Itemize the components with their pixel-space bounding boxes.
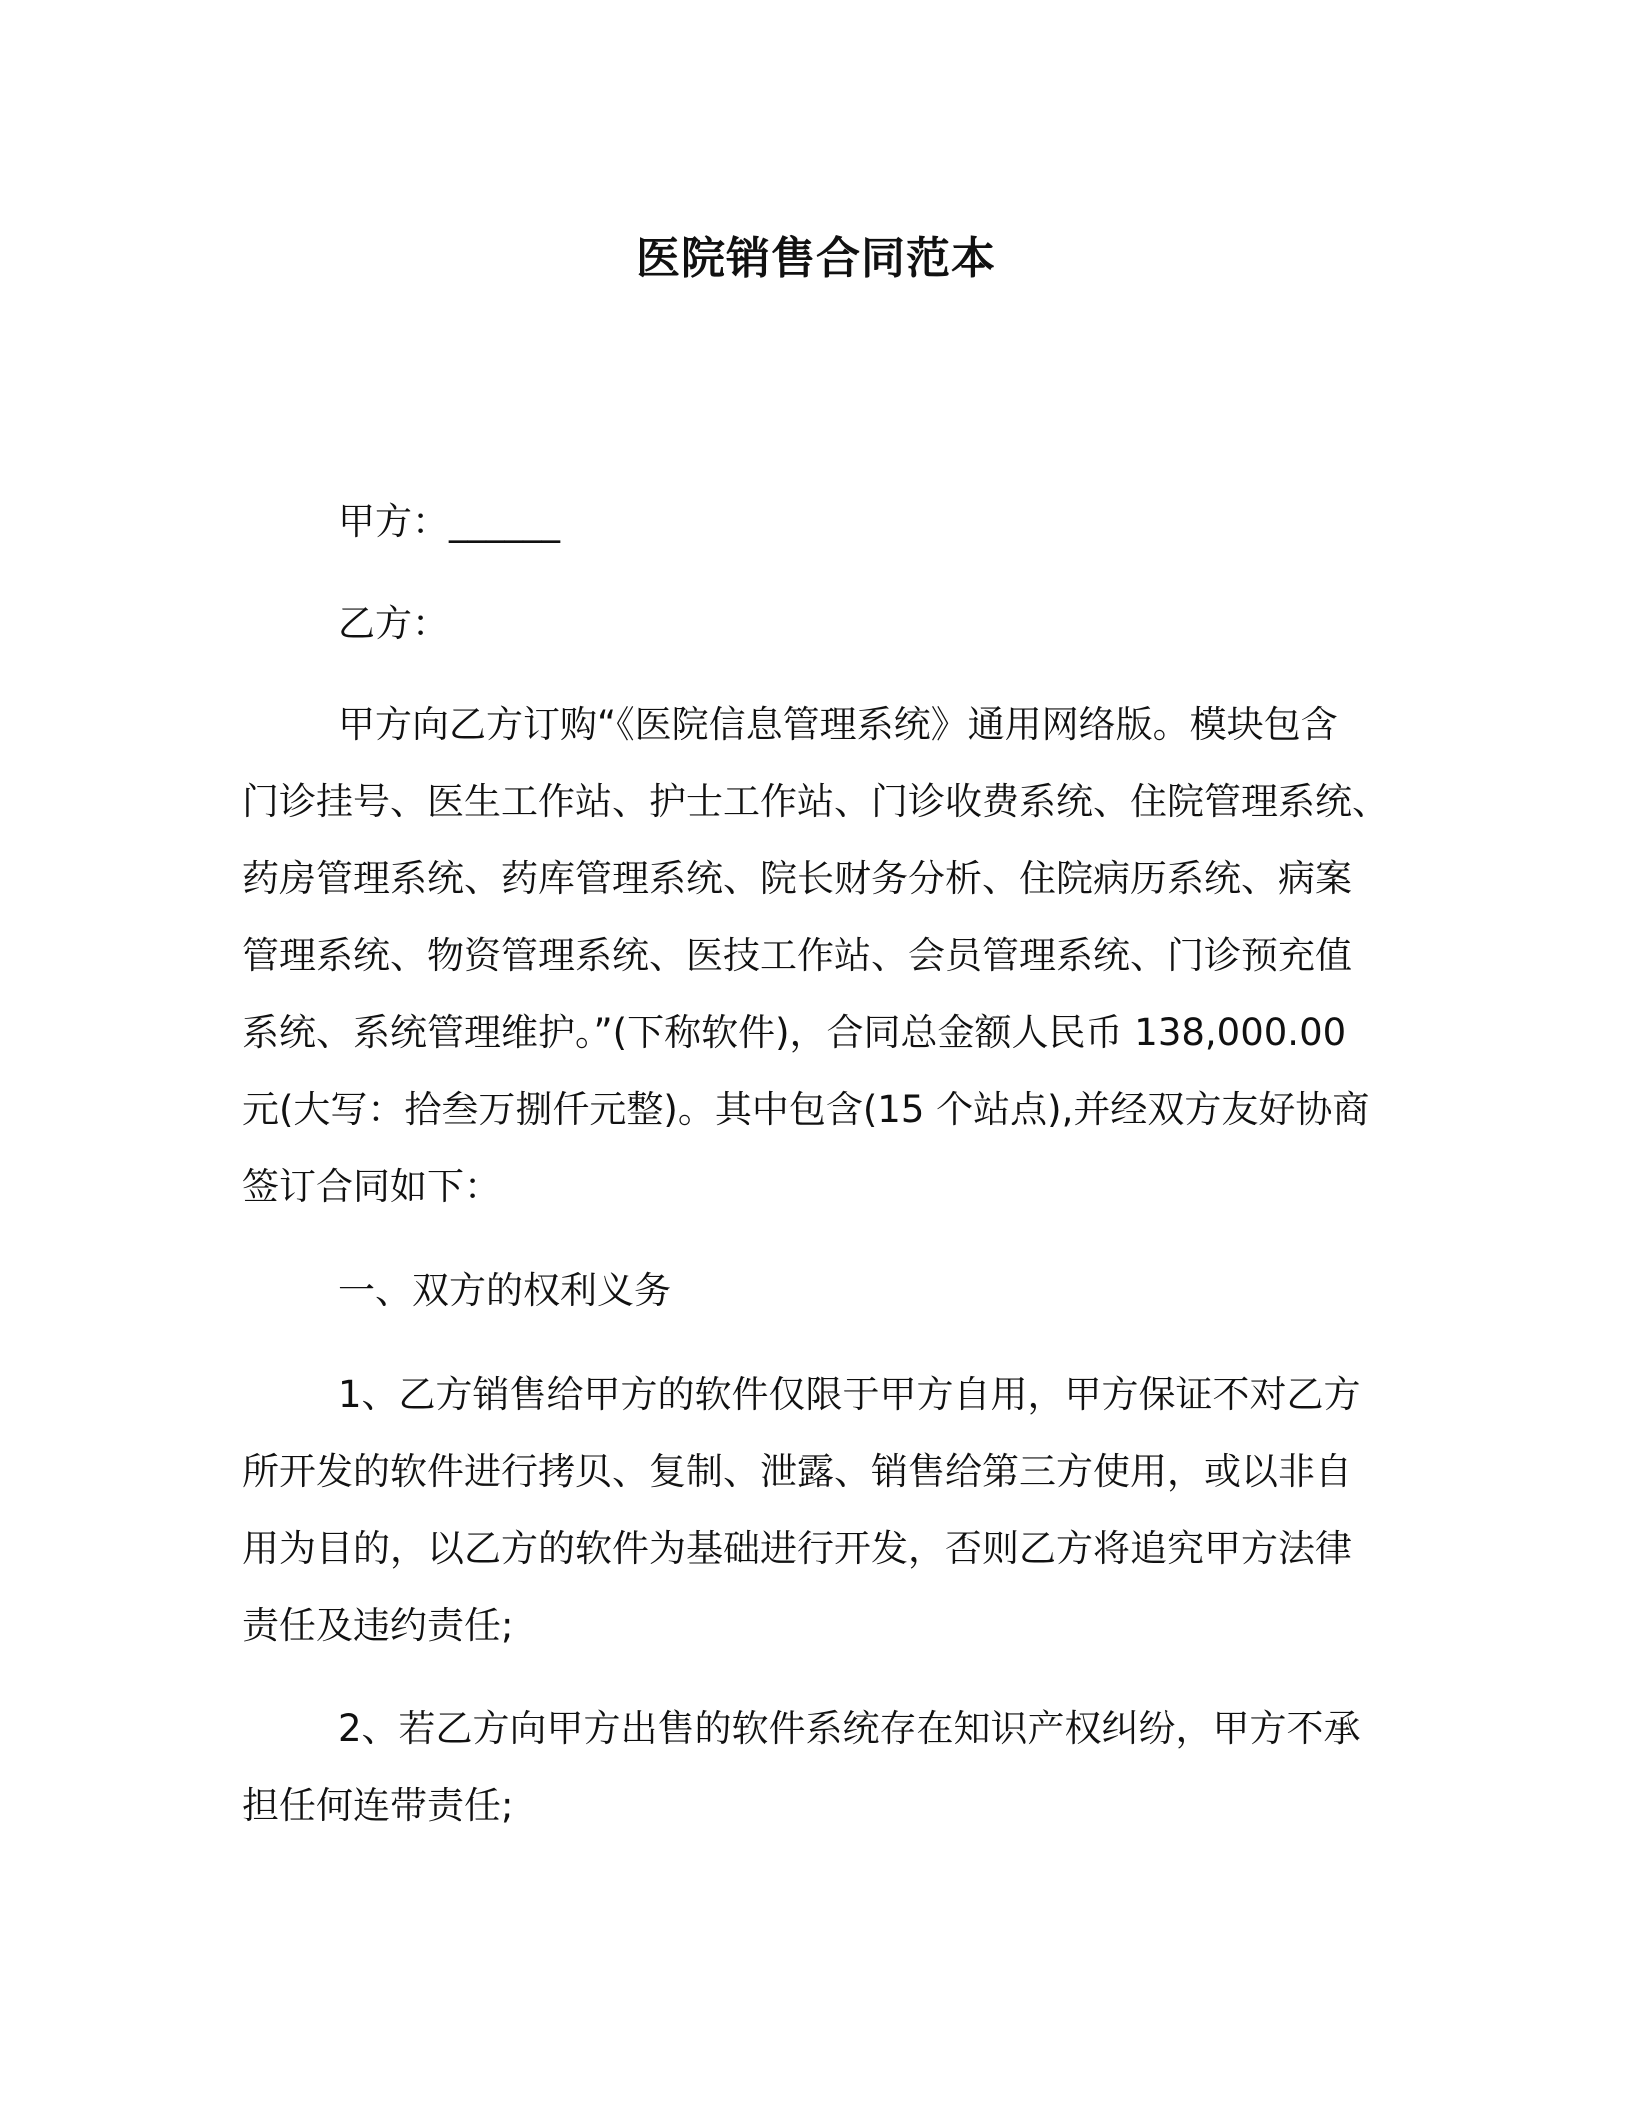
paragraph-line: 签订合同如下：	[242, 1165, 501, 1208]
paragraph-line: 责任及违约责任;	[242, 1604, 514, 1647]
paragraph-line: 管理系统、物资管理系统、医技工作站、会员管理系统、门诊预充值	[242, 934, 1352, 977]
paragraph-line: 门诊挂号、医生工作站、护士工作站、门诊收费系统、住院管理系统、	[242, 780, 1389, 823]
section-heading: 一、双方的权利义务	[338, 1269, 671, 1312]
paragraph-line: 担任何连带责任;	[242, 1784, 514, 1827]
paragraph-line: 元(大写：拾叁万捌仟元整)。其中包含(15 个站点),并经双方友好协商	[242, 1088, 1370, 1131]
paragraph-line: 2、若乙方向甲方出售的软件系统存在知识产权纠纷，甲方不承	[338, 1707, 1361, 1750]
paragraph-line: 用为目的，以乙方的软件为基础进行开发，否则乙方将追究甲方法律	[242, 1527, 1352, 1570]
paragraph-line: 系统、系统管理维护。”(下称软件)，合同总金额人民币 138,000.00	[242, 1011, 1347, 1054]
paragraph-line: 所开发的软件进行拷贝、复制、泄露、销售给第三方使用，或以非自	[242, 1450, 1352, 1493]
intro-paragraph	[242, 686, 1389, 1225]
document-title: 医院销售合同范本	[636, 233, 996, 284]
party-a-line	[242, 483, 1382, 560]
clause-1-paragraph	[242, 1356, 1382, 1664]
party-b-text: 乙方：	[338, 602, 449, 645]
clause-2-paragraph	[242, 1690, 1382, 1844]
party-b-line	[242, 585, 1382, 662]
paragraph-line: 药房管理系统、药库管理系统、院长财务分析、住院病历系统、病案	[242, 857, 1352, 900]
paragraph-line: 甲方向乙方订购“《医院信息管理系统》通用网络版。模块包含	[338, 703, 1338, 746]
section-1-heading-line	[242, 1252, 1382, 1329]
paragraph-line: 1、乙方销售给甲方的软件仅限于甲方自用，甲方保证不对乙方	[338, 1373, 1361, 1416]
party-a-text: 甲方：______	[338, 500, 560, 543]
